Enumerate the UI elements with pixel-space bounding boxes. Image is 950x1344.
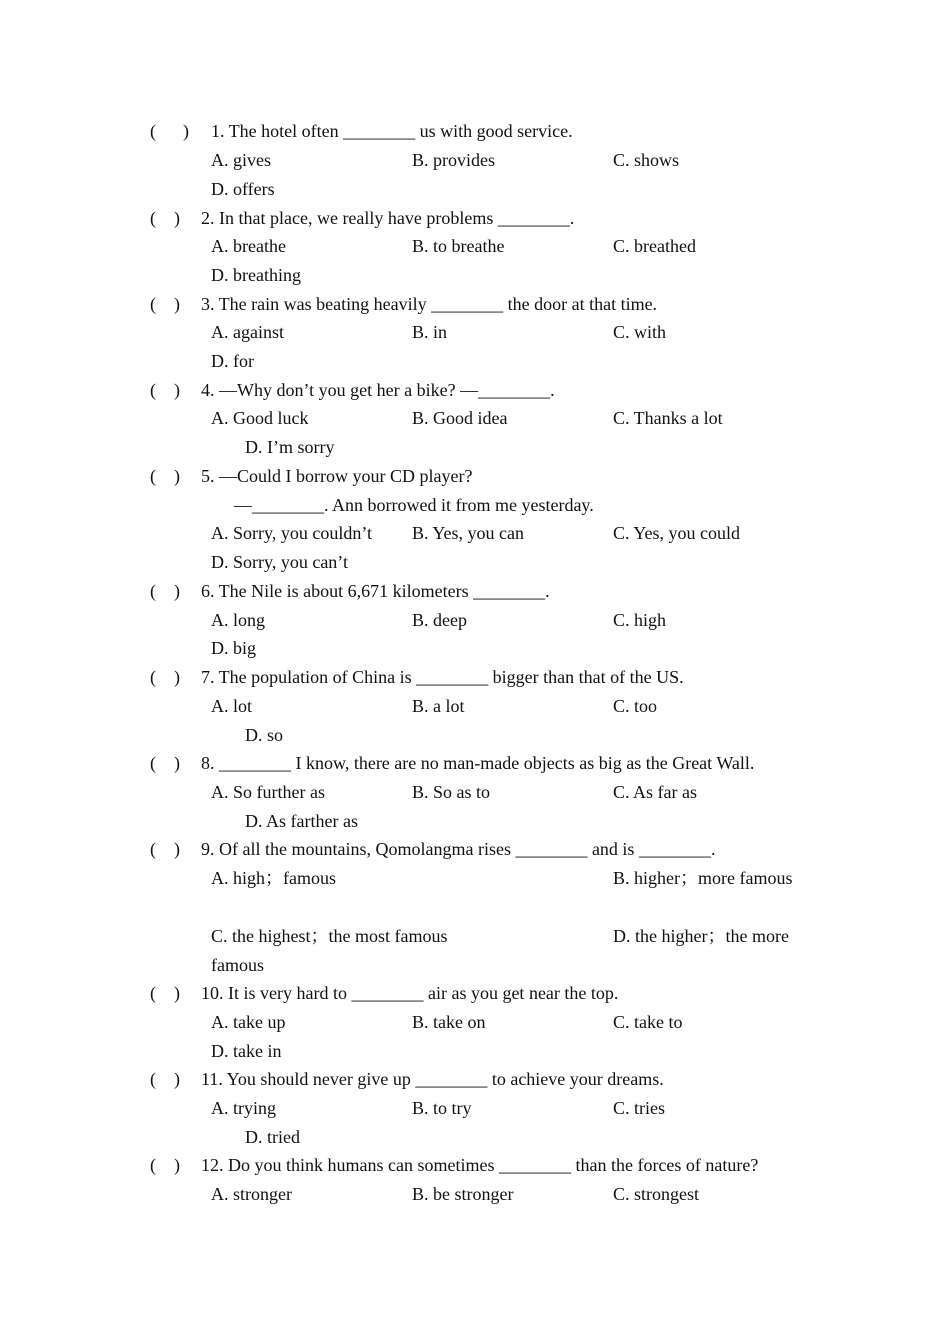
option-a: A. high；famous <box>211 868 336 888</box>
question-stem-line-2: —________. Ann borrowed it from me yesterday. <box>234 495 594 515</box>
option-b: B. deep <box>412 610 467 630</box>
option-d: D. I’m sorry <box>245 437 335 457</box>
option-c: C. tries <box>613 1098 665 1118</box>
answer-bracket: ( ) <box>150 1155 180 1175</box>
option-b: B. in <box>412 322 448 342</box>
option-a: A. lot <box>211 696 253 716</box>
answer-bracket: ( ) <box>150 466 180 486</box>
option-c: C. Yes, you could <box>613 523 741 543</box>
option-d: D. Sorry, you can’t <box>211 552 348 572</box>
answer-bracket: ( ) <box>150 208 180 228</box>
answer-bracket: ( ) <box>150 983 180 1003</box>
option-d: D. As farther as <box>245 811 358 831</box>
option-c: C. take to <box>613 1012 683 1032</box>
option-b: B. to try <box>412 1098 472 1118</box>
option-b: B. higher；more famous <box>613 868 793 888</box>
question-stem: 6. The Nile is about 6,671 kilometers ________. <box>201 581 550 601</box>
question-stem: 11. You should never give up ________ to achieve your dreams. <box>201 1069 664 1089</box>
question-stem: 7. The population of China is ________ bigger than that of the US. <box>201 667 684 687</box>
option-b: B. provides <box>412 150 495 170</box>
option-b: B. Yes, you can <box>412 523 525 543</box>
option-c: C. shows <box>613 150 680 170</box>
option-c: C. As far as <box>613 782 697 802</box>
option-c: C. high <box>613 610 667 630</box>
question-stem: 4. —Why don’t you get her a bike? —________. <box>201 380 555 400</box>
option-b: B. So as to <box>412 782 491 802</box>
answer-bracket: ( ) <box>150 581 180 601</box>
option-a: A. gives <box>211 150 271 170</box>
question-stem: 9. Of all the mountains, Qomolangma rises ________ and is ________. <box>201 839 716 859</box>
answer-bracket: ( ) <box>150 294 180 314</box>
option-b: B. take on <box>412 1012 486 1032</box>
answer-bracket: ( ) <box>150 753 180 773</box>
option-d-continued: famous <box>211 955 264 975</box>
option-b: B. Good idea <box>412 408 508 428</box>
question-stem: 2. In that place, we really have problems ________. <box>201 208 575 228</box>
option-a: A. long <box>211 610 265 630</box>
option-d: D. the higher；the more <box>613 926 789 946</box>
option-a: A. stronger <box>211 1184 292 1204</box>
option-a: A. take up <box>211 1012 286 1032</box>
option-c: C. the highest；the most famous <box>211 926 448 946</box>
answer-bracket: ( ) <box>150 1069 180 1089</box>
option-a: A. Good luck <box>211 408 309 428</box>
question-stem: 3. The rain was beating heavily ________ the door at that time. <box>201 294 658 314</box>
option-d: D. offers <box>211 179 275 199</box>
option-d: D. so <box>245 725 284 745</box>
option-a: A. trying <box>211 1098 276 1118</box>
question-stem: 8. ________ I know, there are no man-made objects as big as the Great Wall. <box>201 753 755 773</box>
answer-bracket: ( ) <box>150 839 180 859</box>
answer-bracket: ( ) <box>150 121 189 141</box>
option-b: B. to breathe <box>412 236 505 256</box>
option-a: A. against <box>211 322 284 342</box>
question-stem: 10. It is very hard to ________ air as you get near the top. <box>201 983 619 1003</box>
option-d: D. breathing <box>211 265 301 285</box>
option-b: B. be stronger <box>412 1184 514 1204</box>
option-a: A. Sorry, you couldn’t <box>211 523 372 543</box>
option-a: A. So further as <box>211 782 325 802</box>
answer-bracket: ( ) <box>150 667 180 687</box>
option-c: C. Thanks a lot <box>613 408 723 428</box>
option-d: D. take in <box>211 1041 282 1061</box>
option-d: D. big <box>211 638 256 658</box>
question-stem: 1. The hotel often ________ us with good service. <box>211 121 573 141</box>
option-c: C. too <box>613 696 658 716</box>
option-c: C. strongest <box>613 1184 700 1204</box>
question-stem: 12. Do you think humans can sometimes ________ than the forces of nature? <box>201 1155 759 1175</box>
option-d: D. tried <box>245 1127 300 1147</box>
question-stem: 5. —Could I borrow your CD player? <box>201 466 473 486</box>
option-a: A. breathe <box>211 236 286 256</box>
option-d: D. for <box>211 351 254 371</box>
answer-bracket: ( ) <box>150 380 180 400</box>
option-b: B. a lot <box>412 696 465 716</box>
option-c: C. with <box>613 322 667 342</box>
option-c: C. breathed <box>613 236 696 256</box>
